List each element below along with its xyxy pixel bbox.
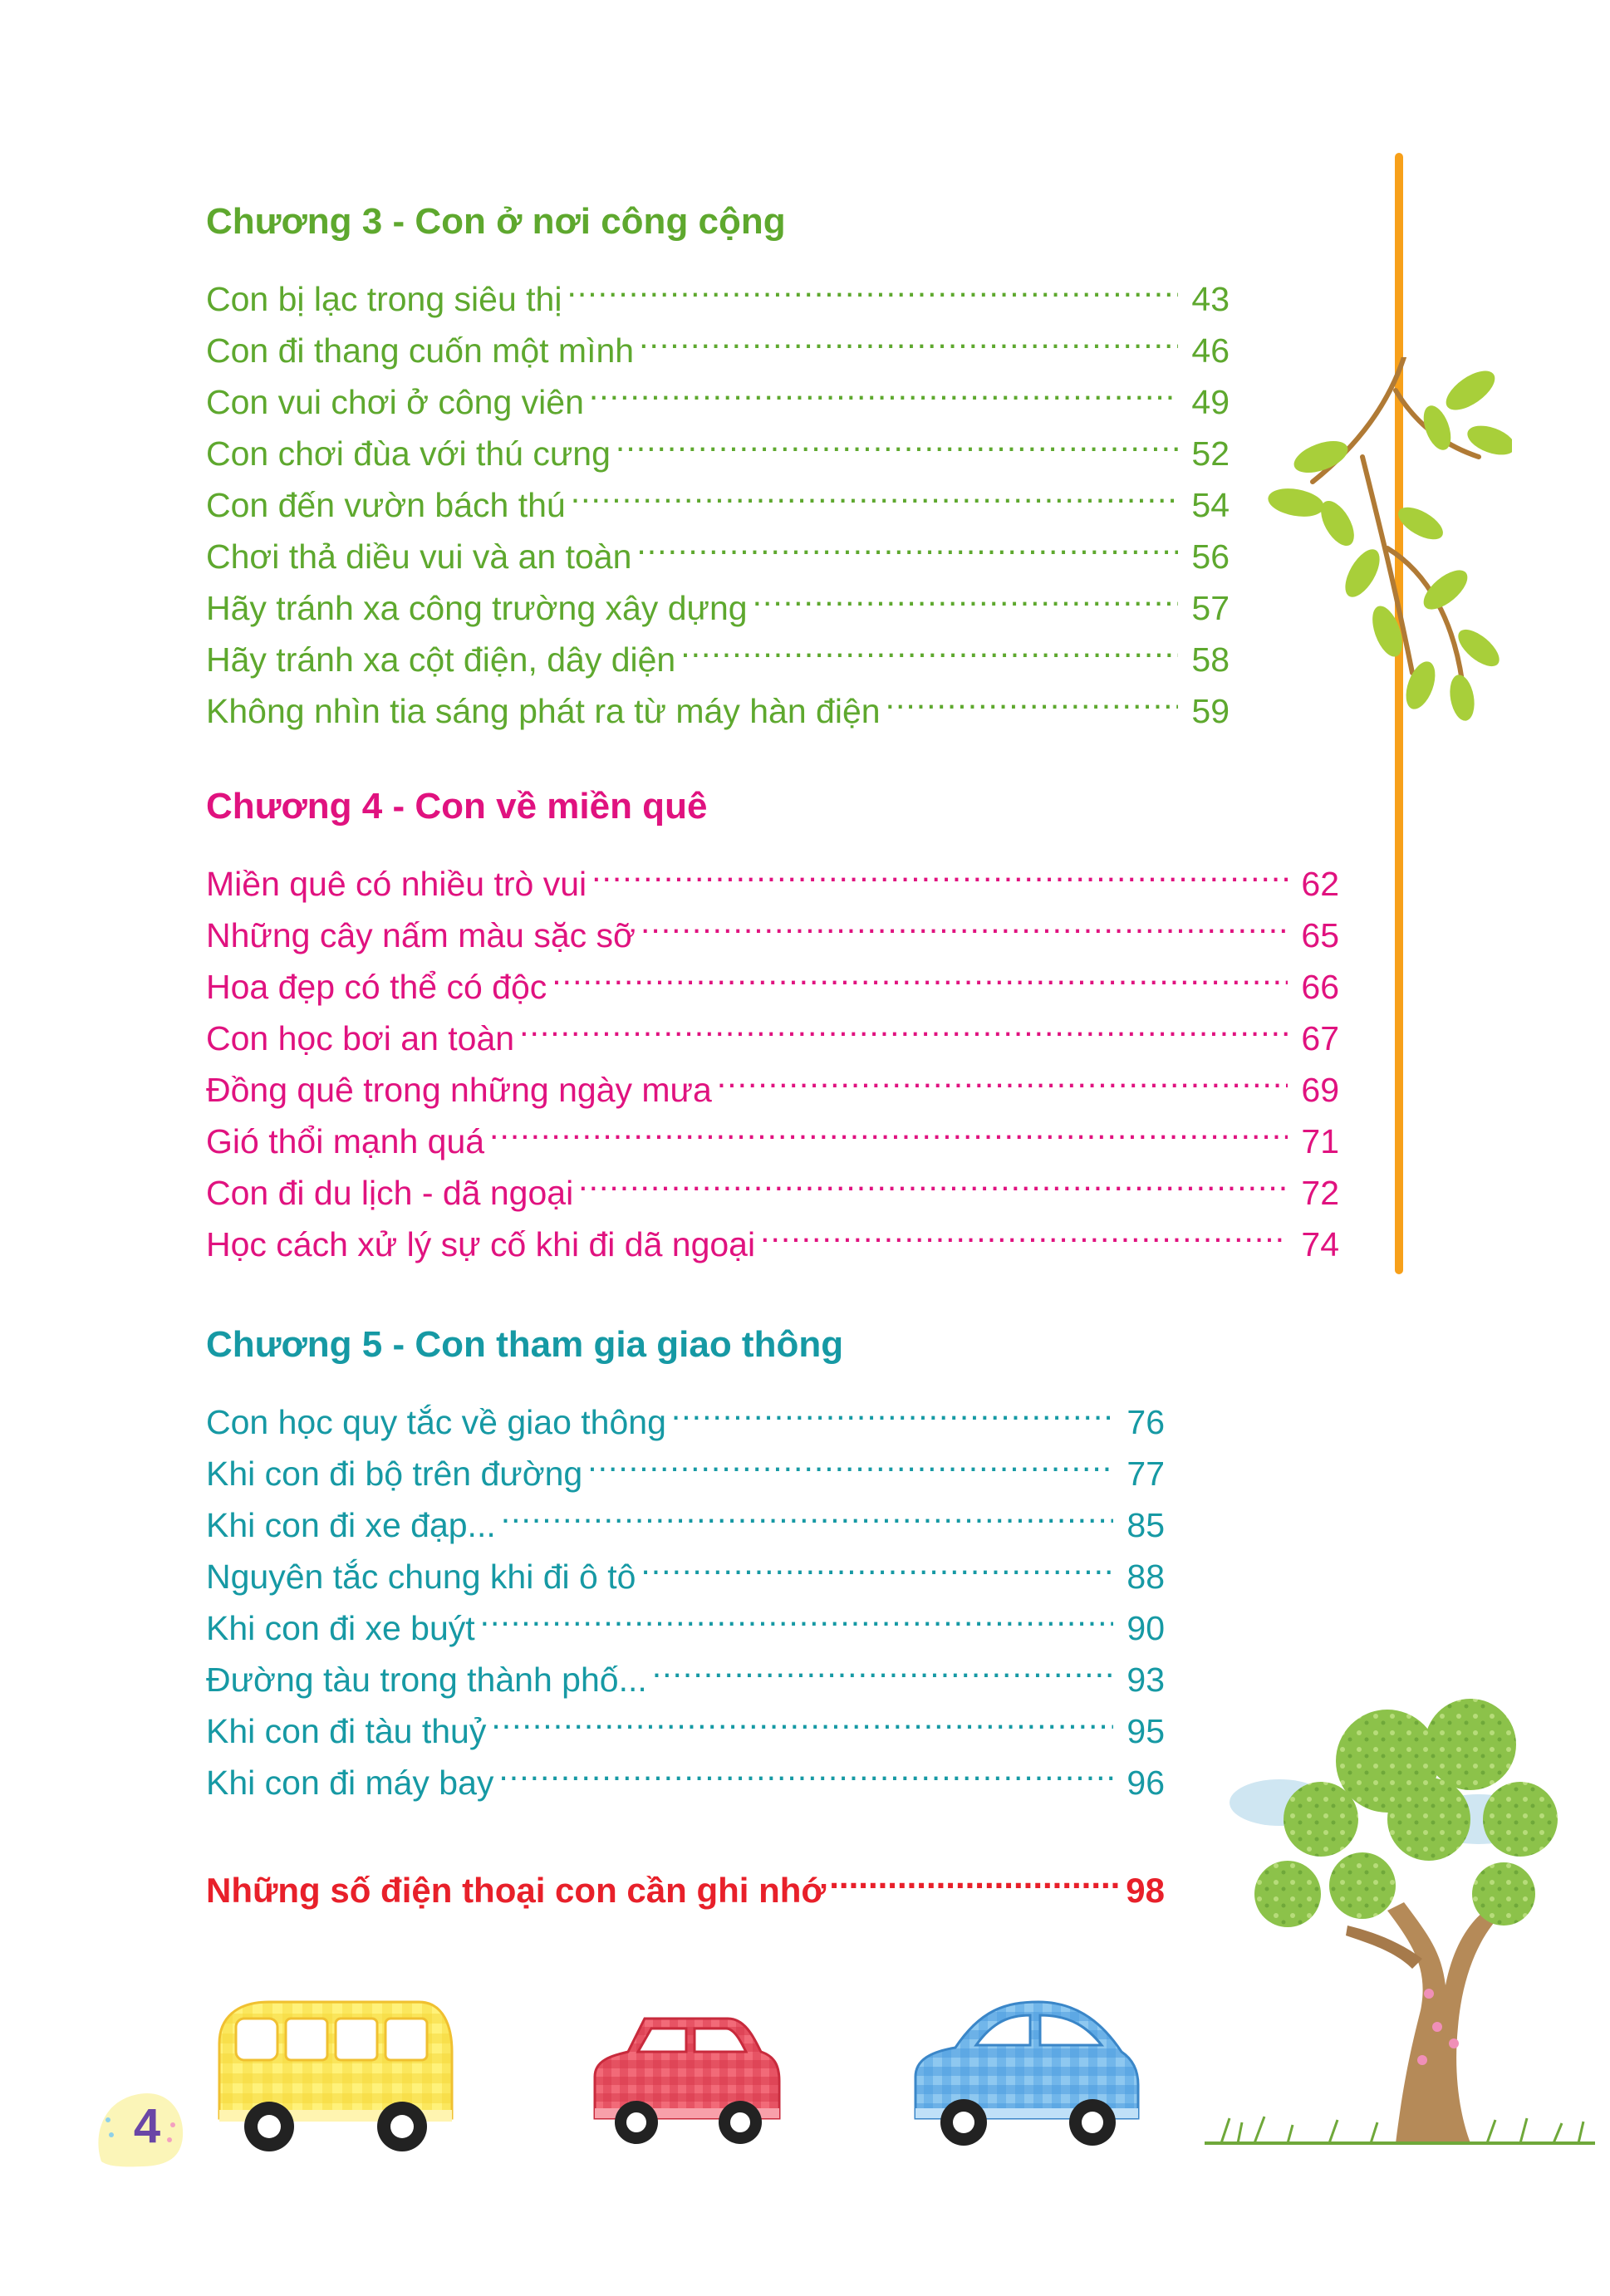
dot-leader [641,1537,1113,1588]
phone-numbers-label: Những số điện thoại con cần ghi nhớ [206,1871,827,1910]
dot-leader [578,1153,1288,1204]
phone-numbers-entry[interactable] [206,1851,1165,1916]
toc-item-label: Con học quy tắc về giao thông [206,1403,666,1441]
toc-item-label: Hoa đẹp có thể có độc [206,968,547,1006]
tree-icon [1205,1695,1595,2160]
toc-item-label: Con chơi đùa với thú cưng [206,434,611,473]
dot-leader [489,1101,1288,1153]
toc-item-page: 76 [1127,1403,1165,1441]
toc-item-label: Không nhìn tia sáng phát ra từ máy hàn điện [206,692,881,730]
toc-item-label: Chơi thả diều vui và an toàn [206,537,632,576]
dot-leader [587,1434,1113,1485]
toc-item-label: Miền quê có nhiều trò vui [206,865,587,903]
dot-leader [680,620,1178,671]
toc-item-page: 66 [1301,968,1339,1006]
dot-leader [886,671,1178,723]
toc-item-page: 95 [1127,1712,1165,1750]
toc-item-label: Đường tàu trong thành phố... [206,1661,647,1699]
dot-leader [589,362,1178,414]
dot-leader [636,517,1178,568]
dot-leader [552,947,1288,998]
phone-numbers-page: 98 [1126,1871,1165,1910]
leaf-branch-icon [1263,357,1512,723]
toc-item-page: 69 [1301,1071,1339,1109]
toc-item-page: 58 [1191,640,1230,679]
toc-item-label: Những cây nấm màu sặc sỡ [206,916,636,954]
dot-leader [671,1382,1113,1434]
toc-item-label: Con học bơi an toàn [206,1019,515,1057]
dot-leader [480,1588,1113,1640]
toc-item-page: 93 [1127,1661,1165,1699]
dot-leader [753,568,1178,620]
dot-leader [641,895,1288,947]
red-car-icon [587,2010,786,2151]
toc-item-label: Khi con đi bộ trên đường [206,1455,583,1493]
dot-leader [616,414,1178,465]
toc-item-label: Con đi thang cuốn một mình [206,331,635,370]
toc-item-label: Con bị lạc trong siêu thị [206,280,562,318]
toc-item-label: Khi con đi xe buýt [206,1609,475,1647]
chapter-title: Chương 5 - Con tham gia giao thông [206,1324,844,1365]
toc-item-page: 65 [1301,916,1339,954]
toc-item-page: 46 [1191,331,1230,370]
toc-item-label: Đồng quê trong những ngày mưa [206,1071,712,1109]
yellow-bus-icon [203,1994,464,2160]
toc-item-page: 49 [1191,383,1230,421]
blue-car-icon [906,1994,1146,2151]
toc-item-page: 56 [1191,537,1230,576]
toc-item-page: 72 [1301,1174,1339,1212]
dot-leader [639,311,1178,362]
toc-item-label: Gió thổi mạnh quá [206,1122,485,1160]
toc-item-label: Khi con đi máy bay [206,1764,494,1802]
dot-leader [491,1691,1113,1743]
toc-item-label: Con đến vườn bách thú [206,486,566,524]
toc-item-label: Khi con đi tàu thuỷ [206,1712,487,1750]
toc-item-label: Nguyên tắc chung khi đi ô tô [206,1558,636,1596]
toc-item-page: 88 [1127,1558,1165,1596]
toc-item-page: 62 [1301,865,1339,903]
dot-leader [652,1640,1113,1691]
chapter-4 [206,781,1339,1263]
chapter-title: Chương 3 - Con ở nơi công cộng [206,201,786,242]
toc-item-page: 52 [1191,434,1230,473]
dot-leader [571,465,1178,517]
dot-leader [829,1851,1122,1902]
toc-item[interactable] [206,259,1230,318]
toc-item-page: 96 [1127,1764,1165,1802]
dot-leader [498,1743,1113,1794]
toc-item-page: 67 [1301,1019,1339,1057]
toc-item-page: 57 [1191,589,1230,627]
dot-leader [501,1485,1113,1537]
toc-item-label: Hãy tránh xa công trường xây dựng [206,589,748,627]
toc-item-page: 54 [1191,486,1230,524]
dot-leader [591,844,1288,895]
dot-leader [519,998,1288,1050]
toc-item-page: 90 [1127,1609,1165,1647]
page-number: 4 [133,2099,161,2153]
toc-item-page: 74 [1301,1225,1339,1263]
toc-item-page: 77 [1127,1455,1165,1493]
toc-item-page: 43 [1191,280,1230,318]
toc-item-label: Hãy tránh xa cột điện, dây diện [206,640,676,679]
toc-item-page: 59 [1191,692,1230,730]
dot-leader [760,1204,1288,1256]
dot-leader [717,1050,1288,1101]
chapter-5 [206,1319,1165,1802]
toc-item-label: Khi con đi xe đạp... [206,1506,496,1544]
toc-item[interactable] [206,844,1339,903]
toc-item-page: 71 [1301,1122,1339,1160]
toc-item-label: Con đi du lịch - dã ngoại [206,1174,574,1212]
toc-item-page: 85 [1127,1506,1165,1544]
toc-item[interactable] [206,1382,1165,1441]
chapter-title: Chương 4 - Con về miền quê [206,786,708,827]
toc-item-label: Học cách xử lý sự cố khi đi dã ngoại [206,1225,756,1263]
chapter-3 [206,196,1230,730]
dot-leader [567,259,1178,311]
toc-item-label: Con vui chơi ở công viên [206,383,584,421]
